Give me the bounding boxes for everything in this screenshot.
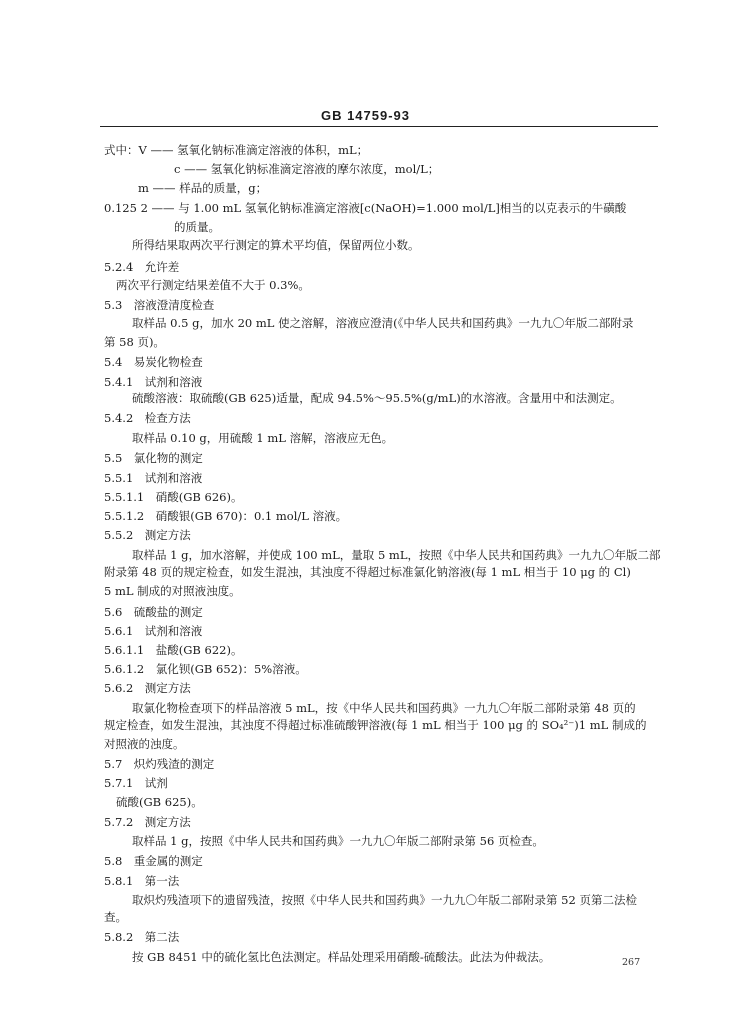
text-line: 的质量。 xyxy=(174,220,220,234)
text-line: 对照液的浊度。 xyxy=(104,737,185,751)
text-line: 按 GB 8451 中的硫化氢比色法测定。样品处理采用硝酸-硫酸法。此法为仲裁法。 xyxy=(132,950,551,964)
text-line: 式中：V —— 氢氧化钠标准滴定溶液的体积，mL； xyxy=(104,143,369,157)
text-line: 第 58 页)。 xyxy=(104,335,165,349)
text-line: 取样品 1 g，按照《中华人民共和国药典》一九九〇年版二部附录第 56 页检查。 xyxy=(132,834,544,848)
text-line: 5.5 氯化物的测定 xyxy=(104,451,203,465)
text-line: 5.6.2 测定方法 xyxy=(104,681,191,695)
text-line: 5.8.2 第二法 xyxy=(104,930,180,944)
standard-header: GB 14759-93 xyxy=(320,108,411,123)
text-line: 5.5.1 试剂和溶液 xyxy=(104,471,203,485)
text-line: 5.5.1.1 硝酸(GB 626)。 xyxy=(104,490,243,504)
text-line: 所得结果取两次平行测定的算术平均值，保留两位小数。 xyxy=(132,238,420,252)
text-line: 5 mL 制成的对照液浊度。 xyxy=(104,584,241,598)
text-line: m —— 样品的质量，g； xyxy=(138,181,268,195)
text-line: 5.4.2 检查方法 xyxy=(104,411,191,425)
text-line: 5.7.1 试剂 xyxy=(104,776,168,790)
text-line: 查。 xyxy=(104,910,127,924)
text-line: 取样品 0.10 g，用硫酸 1 mL 溶解，溶液应无色。 xyxy=(132,431,394,445)
text-line: 取炽灼残渣项下的遗留残渣，按照《中华人民共和国药典》一九九〇年版二部附录第 52 页第二法检 xyxy=(132,893,637,907)
text-line: 取氯化物检查项下的样品溶液 5 mL，按《中华人民共和国药典》一九九〇年版二部附录第 48 页的 xyxy=(132,701,636,715)
text-line: 取样品 1 g，加水溶解，并使成 100 mL，量取 5 mL，按照《中华人民共和国药典》一九九〇年版二部 xyxy=(132,548,661,562)
text-line: 附录第 48 页的规定检查，如发生混浊，其浊度不得超过标准氯化钠溶液(每 1 mL 相当于 10 μg 的 Cl) xyxy=(104,565,631,579)
text-line: 5.7 炽灼残渣的测定 xyxy=(104,757,215,771)
text-line: 取样品 0.5 g，加水 20 mL 使之溶解，溶液应澄清(《中华人民共和国药典》一九九〇年版二部附录 xyxy=(132,316,634,330)
text-line: 规定检查，如发生混浊，其浊度不得超过标准硫酸钾溶液(每 1 mL 相当于 100 μg 的 SO₄²⁻)1 mL 制成的 xyxy=(104,718,647,732)
text-line: c —— 氢氧化钠标准滴定溶液的摩尔浓度，mol/L； xyxy=(174,162,440,176)
text-line: 5.8.1 第一法 xyxy=(104,874,180,888)
text-line: 硫酸(GB 625)。 xyxy=(116,795,203,809)
text-line: 0.125 2 —— 与 1.00 mL 氢氧化钠标准滴定溶液[c(NaOH)=1.000 mol/L]相当的以克表示的牛磺酸 xyxy=(104,201,627,215)
text-line: 5.7.2 测定方法 xyxy=(104,815,191,829)
text-line: 5.6.1 试剂和溶液 xyxy=(104,624,203,638)
text-line: 两次平行测定结果差值不大于 0.3%。 xyxy=(116,278,310,292)
text-line: 5.5.2 测定方法 xyxy=(104,528,191,542)
text-line: 5.3 溶液澄清度检查 xyxy=(104,298,215,312)
text-line: 5.4.1 试剂和溶液 xyxy=(104,375,203,389)
page-number: 267 xyxy=(622,957,641,968)
text-line: 5.6.1.1 盐酸(GB 622)。 xyxy=(104,643,243,657)
text-line: 硫酸溶液：取硫酸(GB 625)适量，配成 94.5%～95.5%(g/mL)的水溶液。含量用中和法测定。 xyxy=(132,391,622,405)
text-line: 5.6.1.2 氯化钡(GB 652)：5%溶液。 xyxy=(104,662,307,676)
text-line: 5.5.1.2 硝酸银(GB 670)：0.1 mol/L 溶液。 xyxy=(104,509,348,523)
text-line: 5.2.4 允许差 xyxy=(104,260,180,274)
header-rule xyxy=(100,126,658,127)
text-line: 5.4 易炭化物检查 xyxy=(104,355,203,369)
text-line: 5.6 硫酸盐的测定 xyxy=(104,605,203,619)
text-line: 5.8 重金属的测定 xyxy=(104,854,203,868)
